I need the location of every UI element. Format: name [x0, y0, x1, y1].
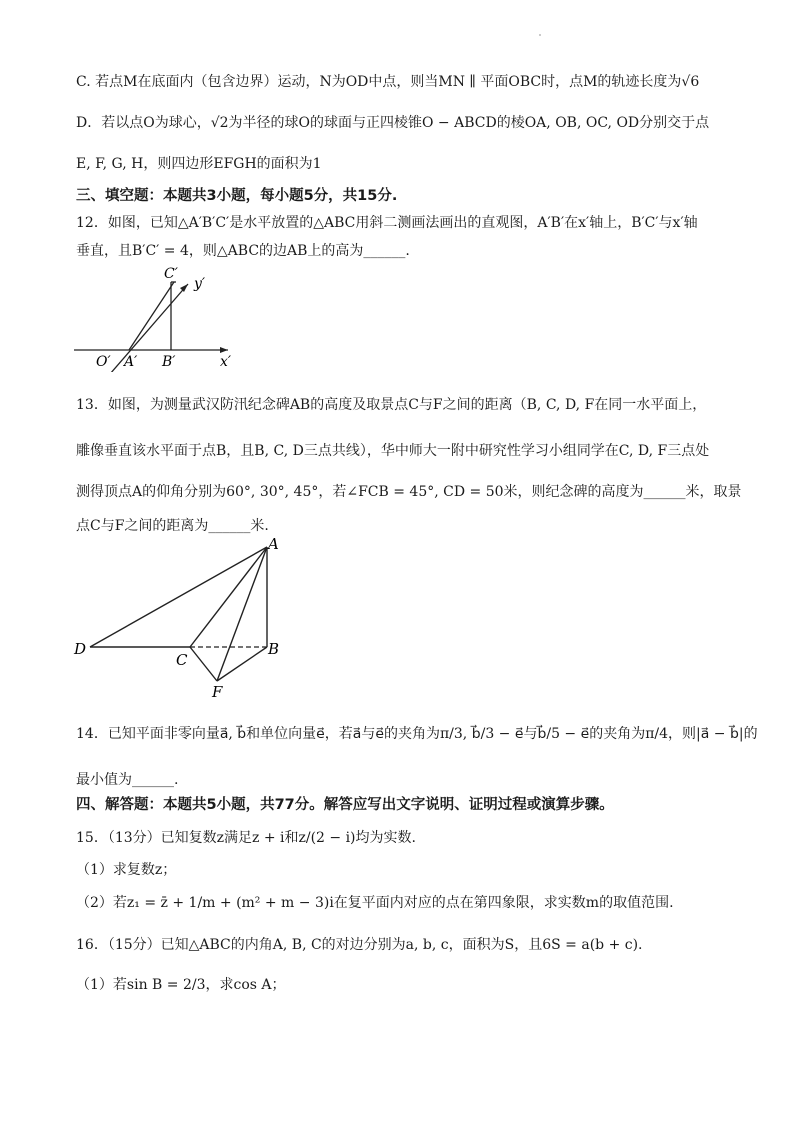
x-axis-arrow — [220, 347, 228, 353]
q13-line3: 测得顶点A的仰角分别为60°, 30°, 45°，若∠FCB = 45°, CD = 50米，则纪念碑的高度为______米，取景 — [76, 484, 742, 500]
q13-line2: 雕像垂直该水平面于点B，且B, C, D三点共线），华中师大一附中研究性学习小组同学在C, D, F三点处 — [76, 443, 710, 459]
label-y: y′ — [194, 276, 206, 292]
option-d-line2: E, F, G, H，则四边形EFGH的面积为1 — [76, 156, 322, 172]
label-d: D — [74, 640, 87, 658]
option-c: C. 若点M在底面内（包含边界）运动，N为OD中点，则当MN ∥ 平面OBC时，点M的轨迹长度为√6 — [76, 74, 700, 90]
segment-a-f — [217, 547, 267, 681]
segment-a-c — [129, 282, 174, 350]
label-b: B′ — [162, 354, 176, 370]
q15-part1: （1）求复数z； — [76, 862, 177, 878]
segment-a-c — [190, 547, 267, 647]
label-a: A — [268, 535, 279, 553]
segment-d-a — [90, 547, 267, 647]
option-d-line1: D．若以点O为球心，√2为半径的球O的球面与正四棱锥O − ABCD的棱OA, OB, OC, OD分别交于点 — [76, 115, 710, 131]
q13-line4: 点C与F之间的距离为______米. — [76, 518, 269, 534]
segment-c-f — [190, 647, 217, 681]
label-c: C — [176, 651, 188, 669]
q14-line1: 14．已知平面非零向量a⃗, b⃗和单位向量e⃗，若a⃗与e⃗的夹角为π/3, b⃗/3 − e⃗与b⃗/5 − e⃗的夹角为π/4，则|a⃗ − b⃗|的 — [76, 726, 758, 742]
figure-13 — [70, 535, 300, 705]
q16-part1: （1）若sin B = 2/3，求cos A； — [76, 977, 286, 993]
q12-line1: 12．如图，已知△A′B′C′是水平放置的△ABC用斜二测画法画出的直观图，A′B′在x′轴上，B′C′与x′轴 — [76, 215, 698, 231]
q15-part2: （2）若z₁ = z̄ + 1/m + (m² + m − 3)i在复平面内对应的点在第四象限，求实数m的取值范围. — [76, 895, 674, 911]
y-axis — [110, 284, 188, 372]
q15-stem: 15．（13分）已知复数z满足z + i和z/(2 − i)均为实数. — [76, 830, 416, 846]
q16-stem: 16．（15分）已知△ABC的内角A, B, C的对边分别为a, b, c，面积为S，且6S = a(b + c). — [76, 937, 643, 953]
q14-line2: 最小值为______. — [76, 772, 179, 788]
scan-dot — [539, 34, 541, 36]
label-c: C′ — [164, 266, 178, 282]
y-axis-arrow — [180, 284, 188, 292]
figure-12 — [60, 262, 250, 372]
section-3-heading: 三、填空题：本题共3小题，每小题5分，共15分. — [76, 188, 398, 204]
q12-line2: 垂直，且B′C′ = 4，则△ABC的边AB上的高为______. — [76, 243, 410, 259]
label-x: x′ — [220, 354, 232, 370]
q13-line1: 13．如图，为测量武汉防汛纪念碑AB的高度及取景点C与F之间的距离（B, C, D, F在同一水平面上， — [76, 397, 707, 413]
label-o: O′ — [96, 354, 111, 370]
label-b: B — [268, 640, 280, 658]
label-a: A′ — [124, 354, 138, 370]
section-4-heading: 四、解答题：本题共5小题，共77分。解答应写出文字说明、证明过程或演算步骤。 — [76, 797, 614, 813]
label-f: F — [212, 683, 223, 701]
segment-b-f — [217, 647, 267, 681]
